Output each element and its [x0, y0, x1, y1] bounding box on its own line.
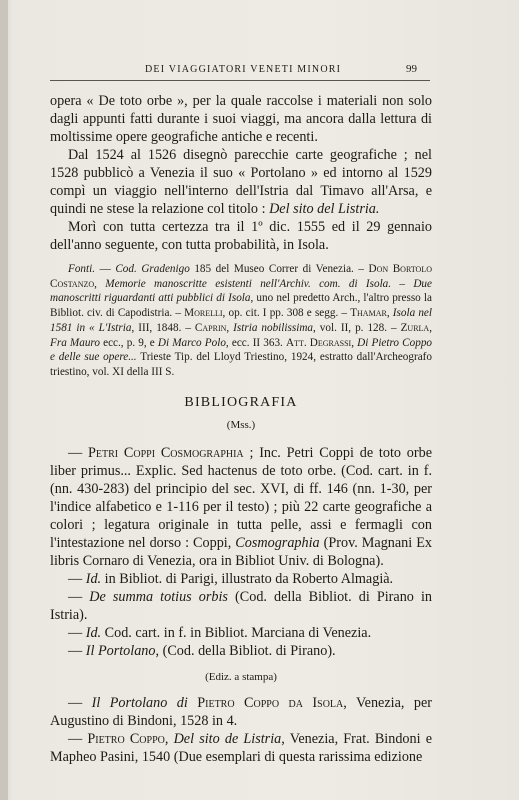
bibliography-entry	[50, 570, 432, 588]
sources-note	[50, 262, 432, 380]
edition-entry-run: Pietro Coppo da Isola	[197, 694, 344, 711]
sources-run: Zurla	[400, 321, 430, 334]
sources-run: Trieste Tip. del Lloyd Triestino, 1924, estratto dall'Archeografo triestino, vol. XI della III S.	[50, 351, 432, 378]
sources-run: ecc., p. 9, e	[99, 336, 158, 349]
edition-entry-run: ,	[164, 730, 174, 747]
sources-run: ,	[351, 336, 358, 349]
edition-entry-run: Pietro Coppo	[87, 730, 165, 747]
sources-run: Fonti.	[68, 263, 96, 275]
bibliography-entry-run: Petri Coppi Cosmographia	[88, 444, 244, 461]
bibliography-entry-run: ; Inc. Petri Coppi de toto orbe liber primus... Explic. Sed hactenus de toto orbe. (Cod. cart. in f. (nn. 430-283) del principio del sec. XVI, di ff. 146 (nn. 1-30, per l'indice alfabetico e 1-116 per il testo) ; più 22 carte geografiche a colori ; legatura originale in tutta pelle, assi e fermagli con l'intestazione nel dorso : Coppi,	[50, 444, 433, 551]
sources-run: Di Marco Polo	[157, 336, 226, 349]
running-title: DEI VIAGGIATORI VENETI MINORI	[145, 64, 342, 75]
bibliography-entry-run: —	[68, 588, 90, 605]
paragraph-carte-title: Del sito del Listria.	[269, 201, 380, 217]
book-gutter	[0, 0, 8, 800]
edition-entry-run	[188, 695, 197, 711]
paragraph-carte-text: Dal 1524 al 1526 disegnò parecchie carte geografiche ; nel 1528 pubblicò a Venezia il suo « Portolano » ed intorno al 1529 compì un viaggio nell'interno dell'Istria dal Timavo all'Arsa, e quindi ne stese la relazione col titolo :	[50, 147, 432, 217]
edition-entry-run: —	[68, 694, 92, 711]
sources-run: , ecc. II 363.	[225, 336, 286, 349]
bibliography-entry-run: Id.	[85, 570, 102, 587]
bibliography-entry	[50, 444, 432, 570]
bibliography-entry-run: (Prov. Magnani Ex libris Cornaro di Venezia, ora in Bibliot Univ. di Bologna).	[50, 534, 432, 569]
bibliography-entry-run: —	[68, 444, 88, 461]
sources-run: ,	[226, 321, 234, 334]
bibliography-entry	[50, 624, 432, 642]
sources-run: —	[95, 263, 116, 275]
page-body	[50, 92, 432, 766]
bibliography-entry-run: —	[68, 642, 86, 659]
bibliography-entry	[50, 642, 432, 660]
bibliography-entry-run: —	[68, 570, 86, 587]
sources-run: , op. cit. I pp. 308 e segg. –	[222, 307, 351, 320]
ediz-subheading: (Ediz. a stampa)	[205, 670, 277, 683]
paragraph-opera: opera « De toto orbe », per la quale raccolse i materiali non solo dagli appunti fatti durante i suoi viaggi, ma ancora dalla lettura di moltissime opere geografiche antiche e recenti.	[50, 93, 432, 145]
paragraph-mori: Morì con tutta certezza tra il 1º dic. 1555 ed il 29 gennaio dell'anno seguente, con tutta probabilità, in Isola.	[50, 219, 432, 253]
sources-run: 185 del Museo Correr di Venezia. –	[189, 263, 369, 275]
bibliography-entry-run: —	[68, 624, 86, 641]
bibliography-entry-run: Id.	[85, 624, 102, 641]
sources-run: Thamar	[350, 307, 387, 320]
edition-entry-run: —	[68, 730, 88, 747]
edition-entry-run: , Venezia, Frat. Bindoni e Mapheo Pasini, 1540 (Due esemplari di questa rarissima edizione	[50, 730, 433, 765]
sources-run: Memorie manoscritte esistenti nell'Archiv. com. di Isola. – Due manoscritti riguardanti atti pubblici di Isola	[50, 277, 432, 305]
sources-run: Caprin	[194, 321, 227, 334]
sources-run: Istria nobilissima	[233, 321, 313, 334]
paragraph-carte	[50, 146, 432, 218]
sources-run: ,	[386, 307, 393, 320]
sources-run: , uno nel predetto Arch., l'altro presso la Bibliot. civ. di Capodistria. –	[50, 292, 432, 320]
sources-run: Isola nel 1581 in « L'Istria	[50, 307, 432, 334]
sources-run: Fra Mauro	[50, 336, 100, 349]
bibliography-heading: BIBLIOGRAFIA	[184, 394, 298, 410]
edition-entry-run: Il Portolano di	[91, 694, 188, 711]
ediz-entries	[50, 694, 432, 766]
edition-entry	[50, 694, 432, 730]
mss-entries	[50, 444, 432, 660]
bibliography-entry-run: De summa totius orbis	[89, 588, 228, 605]
sources-run: Di Pietro Coppo e delle sue opere...	[50, 336, 433, 364]
mss-subheading: (Mss.)	[226, 418, 256, 431]
sources-run: Don Bortolo Costanzo	[50, 263, 433, 290]
header-rule	[50, 80, 430, 81]
bibliography-entry-run: Cosmographia	[235, 534, 320, 551]
sources-run: Att. Degrassi	[286, 336, 352, 349]
bibliography-entry-run: (Cod. della Bibliot. di Pirano in Istria).	[50, 588, 432, 623]
edition-entry-run: Del sito de Listria	[173, 730, 282, 747]
sources-run: , III, 1848. –	[131, 321, 195, 334]
bibliography-entry-run: in Bibliot. di Parigi, illustrato da Roberto Almagià.	[101, 570, 394, 587]
bibliography-entry-run: Il Portolano	[85, 642, 156, 659]
page-number: 99	[406, 63, 417, 75]
bibliography-entry-run: , (Cod. della Bibliot. di Pirano).	[155, 642, 336, 659]
edition-entry-run: , Venezia, per Augustino di Bindoni, 1528 in 4.	[50, 694, 433, 729]
bibliography-entry-run: Cod. cart. in f. in Bibliot. Marciana di Venezia.	[101, 624, 372, 641]
edition-entry	[50, 730, 432, 766]
sources-run: Cod. Gradenigo	[115, 263, 190, 275]
sources-run: ,	[429, 321, 432, 334]
sources-run: ,	[94, 277, 106, 290]
bibliography-entry	[50, 588, 432, 624]
sources-text	[50, 262, 432, 380]
sources-run: , vol. II, p. 128. –	[313, 321, 401, 334]
sources-run: Morelli	[184, 307, 223, 320]
